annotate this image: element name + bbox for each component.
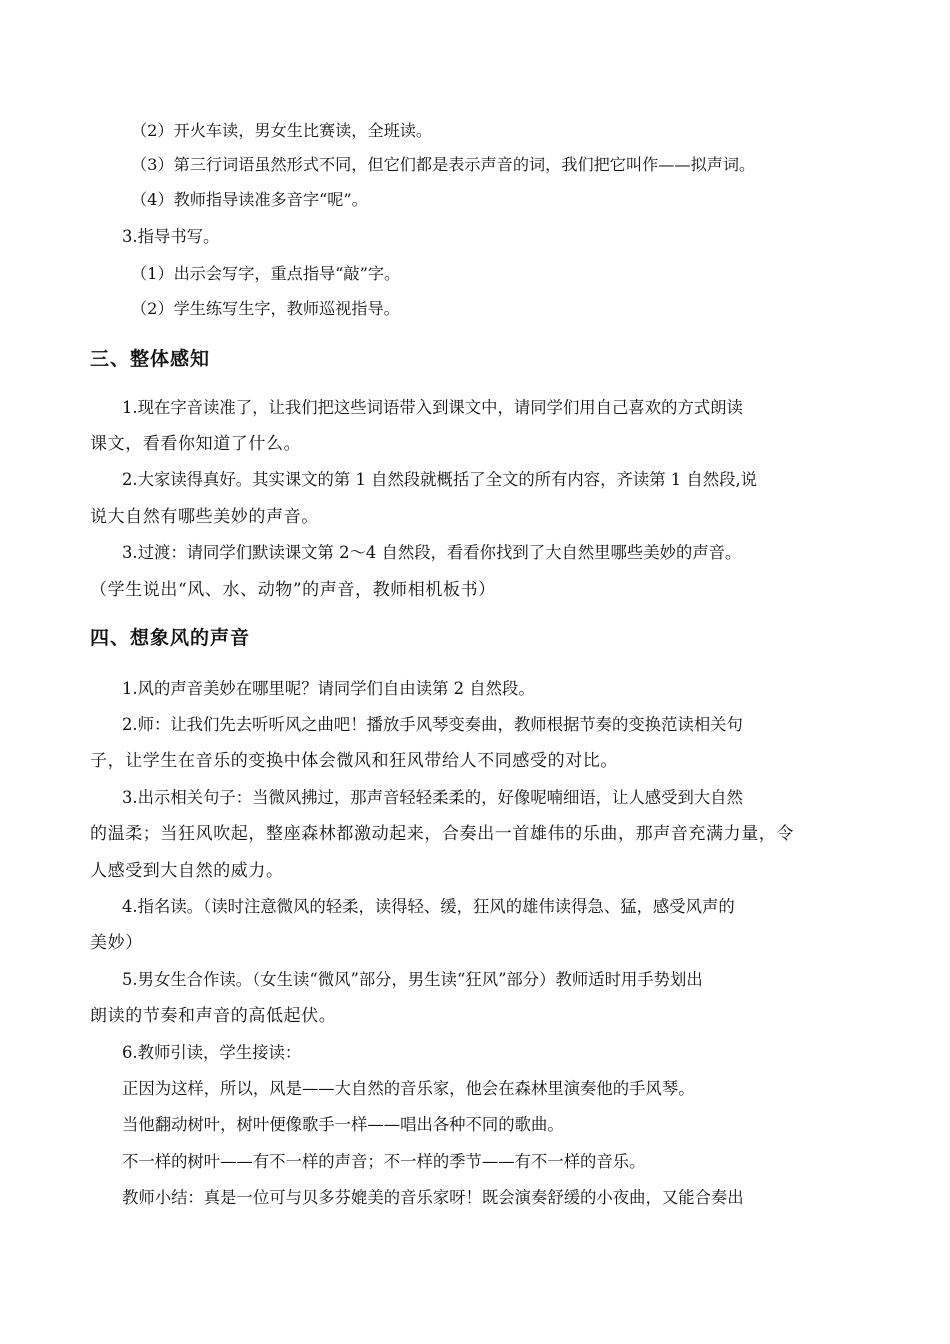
paragraph-line: 2.大家读得真好。其实课文的第 1 自然段就概括了全文的所有内容，齐读第 1 自然段,说 <box>122 470 758 489</box>
paragraph-line: 4.指名读。（读时注意微风的轻柔，读得轻、缓，狂风的雄伟读得急、猛，感受风声的 <box>122 897 735 916</box>
paragraph-line: 的温柔；当狂风吹起，整座森林都激动起来，合奏出一首雄伟的乐曲，那声音充满力量，令 <box>90 824 794 844</box>
section-heading: 三、整体感知 <box>90 348 211 370</box>
paragraph-line: 3.出示相关句子：当微风拂过，那声音轻轻柔柔的，好像呢喃细语，让人感受到大自然 <box>122 788 743 807</box>
list-item: （4）教师指导读准多音字“呢”。 <box>131 190 368 209</box>
list-item: 3.指导书写。 <box>122 227 220 246</box>
paragraph-line: 2.师：让我们先去听听风之曲吧！播放手风琴变奏曲，教师根据节奏的变换范读相关句 <box>122 715 743 734</box>
paragraph-line: 美妙） <box>90 933 143 953</box>
paragraph-line: 1.现在字音读准了，让我们把这些词语带入到课文中，请同学们用自己喜欢的方式朗读 <box>122 398 743 417</box>
section-heading: 四、想象风的声音 <box>90 627 251 649</box>
paragraph-line: 人感受到大自然的威力。 <box>90 861 284 881</box>
paragraph-line: 不一样的树叶——有不一样的声音；不一样的季节——有不一样的音乐。 <box>122 1152 646 1171</box>
paragraph-line: 教师小结：真是一位可与贝多芬媲美的音乐家呀！既会演奏舒缓的小夜曲，又能合奏出 <box>122 1188 744 1207</box>
paragraph-line: 1.风的声音美妙在哪里呢？请同学们自由读第 2 自然段。 <box>122 679 535 698</box>
paragraph-line: 6.教师引读，学生接读： <box>122 1043 302 1062</box>
paragraph-line: 3.过渡：请同学们默读课文第 2～4 自然段，看看你找到了大自然里哪些美妙的声音。 <box>122 543 742 562</box>
paragraph-line: （学生说出“风、水、动物”的声音，教师相机板书） <box>90 580 496 600</box>
paragraph-line: 子，让学生在音乐的变换中体会微风和狂风带给人不同感受的对比。 <box>90 751 618 771</box>
list-item: （2）开火车读，男女生比赛读，全班读。 <box>131 121 433 140</box>
paragraph-line: 正因为这样，所以，风是——大自然的音乐家，他会在森林里演奏他的手风琴。 <box>122 1079 695 1098</box>
paragraph-line: 当他翻动树叶，树叶便像歌手一样——唱出各种不同的歌曲。 <box>122 1115 564 1134</box>
paragraph-line: 课文，看看你知道了什么。 <box>90 434 302 454</box>
list-item: （2）学生练写生字，教师巡视指导。 <box>131 299 400 318</box>
paragraph-line: 朗读的节奏和声音的高低起伏。 <box>90 1006 337 1026</box>
list-item: （3）第三行词语虽然形式不同，但它们都是表示声音的词，我们把它叫作——拟声词。 <box>131 155 756 174</box>
paragraph-line: 说大自然有哪些美妙的声音。 <box>90 507 319 527</box>
paragraph-line: 5.男女生合作读。（女生读“微风”部分，男生读“狂风”部分）教师适时用手势划出 <box>122 970 703 989</box>
list-item: （1）出示会写字，重点指导“敲”字。 <box>131 264 401 283</box>
